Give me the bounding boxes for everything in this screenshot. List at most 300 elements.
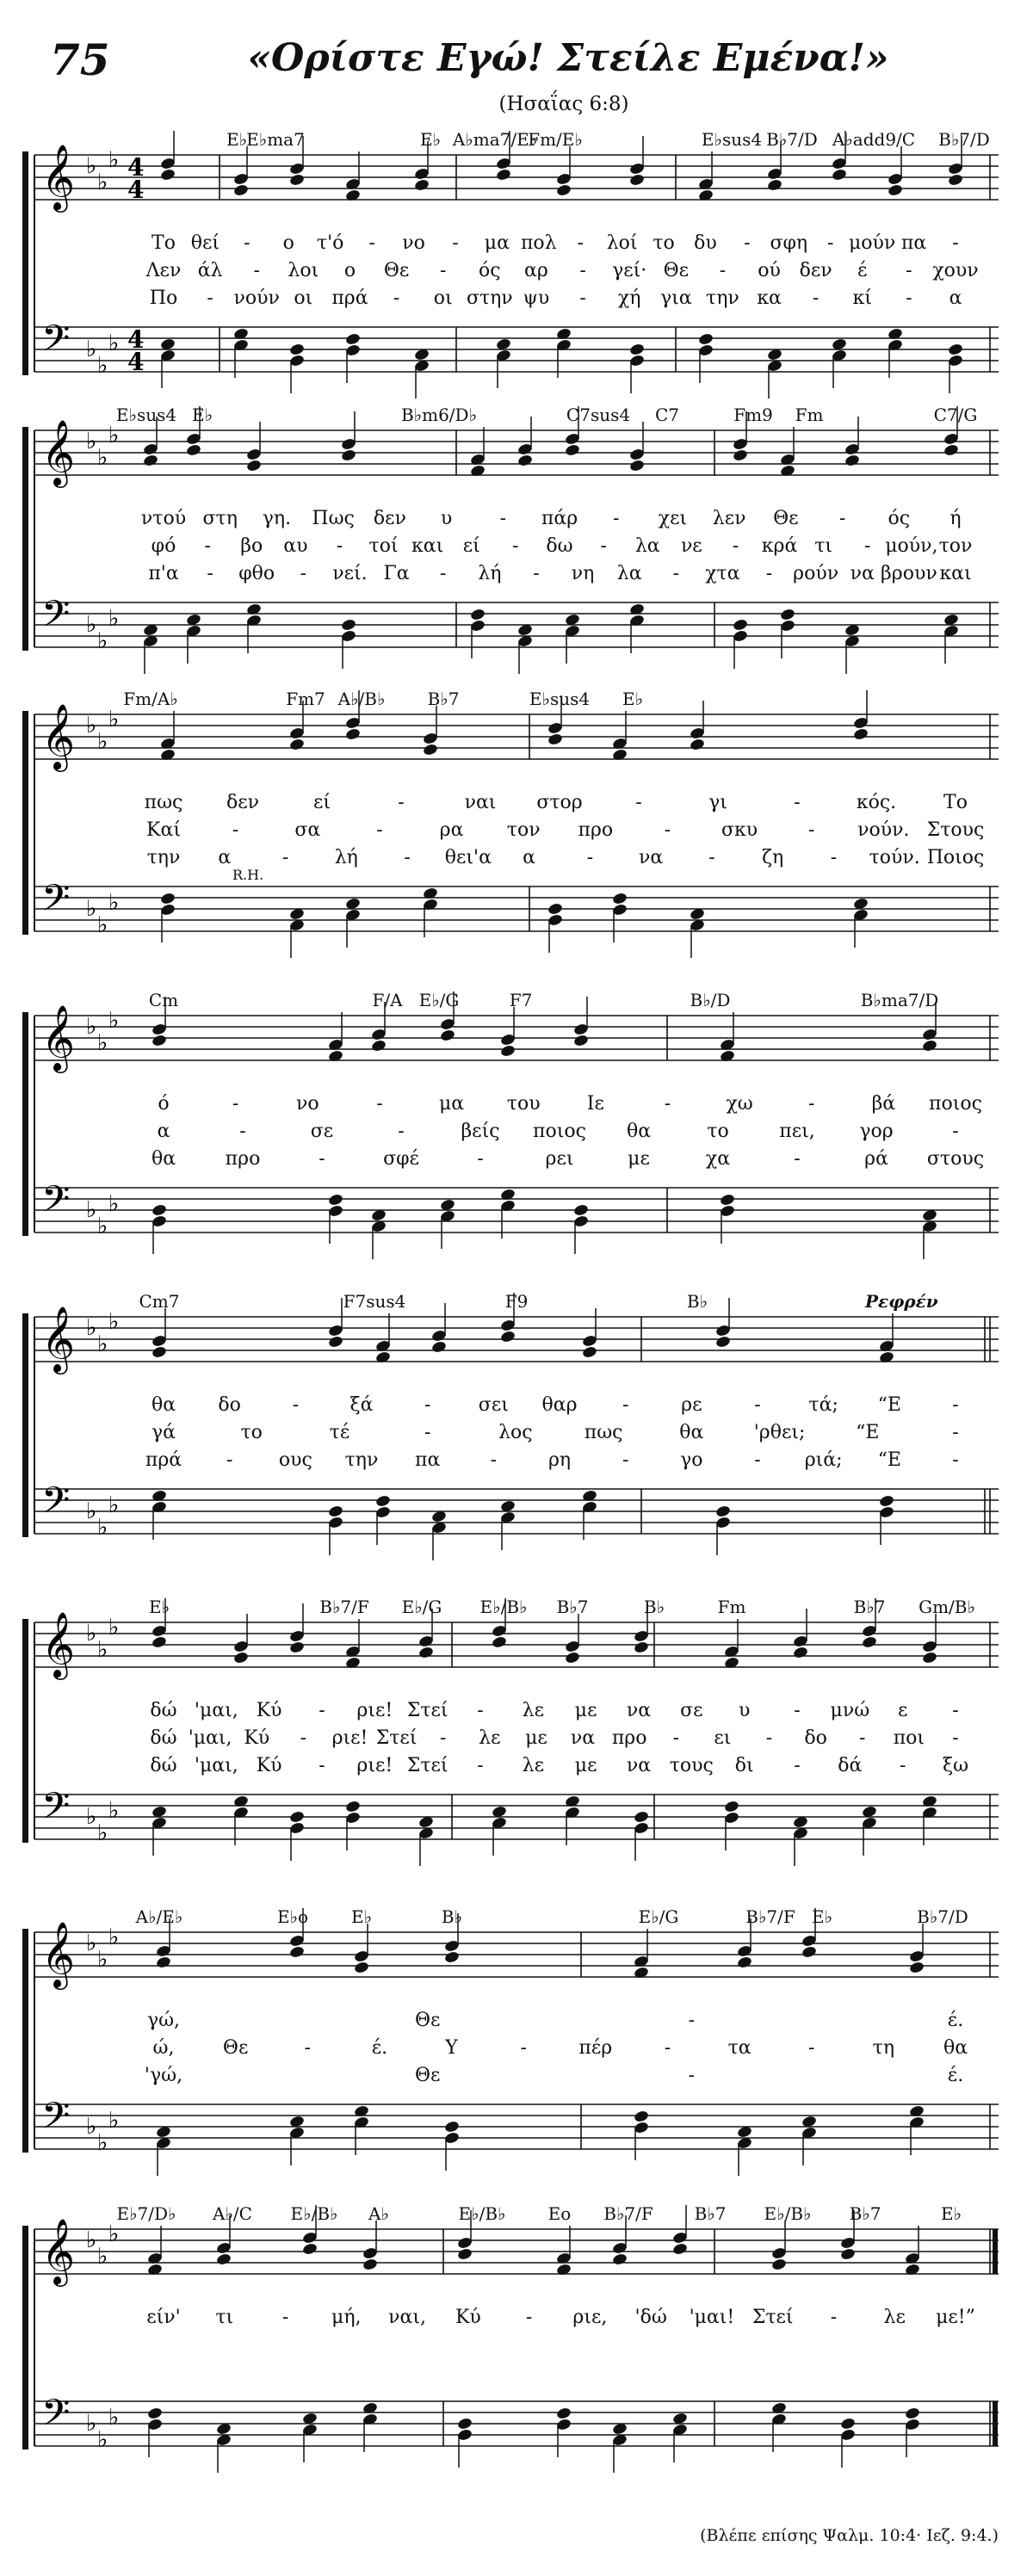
note-head (152, 1345, 168, 1359)
lyric-syllable: ναι (464, 792, 497, 813)
key-flat-icon: ♭ (97, 1820, 108, 1846)
note-head (289, 173, 306, 187)
lyric-syllable: ο (282, 232, 294, 254)
key-flat-icon: ♭ (97, 729, 108, 755)
lyric-syllable: στην (466, 287, 513, 309)
note-head (629, 343, 646, 356)
lyric-syllable: - (398, 1121, 405, 1142)
note-head (143, 454, 159, 467)
chord-symbol: Fm (717, 1597, 746, 1617)
lyric-syllable: Το (943, 792, 968, 813)
lyric-syllable: τούν. (869, 847, 920, 868)
lyric-syllable: την (146, 847, 181, 868)
lyric-syllable: την (706, 287, 739, 309)
treble-clef-icon: 𝄞 (41, 419, 76, 485)
chord-symbol: E♭ (350, 1906, 373, 1927)
lyric-syllable: - (754, 1394, 761, 1416)
lyric-syllable: ε (897, 1700, 908, 1721)
lyric-syllable: μή, (331, 2307, 362, 2328)
lyric-syllable: ός (888, 508, 911, 529)
chord-symbol: B♭7/D (917, 1906, 968, 1927)
chord-symbol: E♭ (622, 689, 644, 709)
key-flat-icon: ♭ (108, 707, 120, 732)
lyric-syllable: Κύ (244, 1727, 270, 1749)
note-head (780, 608, 796, 621)
lyric-syllable: στορ (536, 792, 583, 813)
lyric-syllable: - (765, 563, 773, 584)
lyric-syllable: ριε! (331, 1727, 368, 1749)
time-signature: 4 (127, 153, 145, 182)
lyric-syllable: σε (680, 1700, 703, 1721)
chord-symbol: A♭add9/C (832, 129, 916, 150)
chord-symbol: B♭7 (849, 2203, 881, 2224)
lyric-syllable: Ιε (586, 1093, 604, 1115)
lyric-syllable: νούν (233, 287, 280, 309)
lyric-syllable: αρ (524, 260, 548, 281)
lyric-syllable: ξω (942, 1755, 969, 1776)
lyric-syllable: ψυ (523, 287, 550, 309)
lyric-syllable: λε (479, 1727, 501, 1749)
chord-symbol: B♭7/F (603, 2203, 653, 2224)
lyric-syllable: μα (438, 1093, 465, 1115)
music-system-6 (0, 1597, 1033, 1872)
lyric-syllable: ριε! (356, 1700, 393, 1721)
key-flat-icon: ♭ (86, 2114, 97, 2140)
lyric-syllable: χω (726, 1093, 753, 1115)
key-flat-icon: ♭ (108, 2405, 120, 2431)
lyric-syllable: - (393, 287, 400, 309)
note-head (634, 1640, 650, 1654)
lyric-syllable: - (376, 1093, 383, 1115)
lyric-syllable: με (525, 1727, 547, 1749)
note-head (733, 618, 749, 632)
lyric-syllable: λε (522, 1700, 544, 1721)
lyric-syllable: εί (462, 535, 480, 557)
key-flat-icon: ♭ (108, 1309, 120, 1335)
lyric-syllable: - (827, 232, 834, 254)
lyric-syllable: - (794, 1700, 801, 1721)
lyric-syllable: - (754, 1449, 761, 1471)
note-head (440, 1029, 456, 1042)
chord-symbol: B♭7/D (938, 129, 990, 150)
lyric-syllable: ή (949, 508, 962, 529)
lyric-syllable: α (523, 847, 536, 868)
lyric-syllable: - (830, 847, 838, 868)
note-head (444, 1950, 461, 1964)
chord-symbol: E♭/B♭ (764, 2203, 812, 2224)
note-head (724, 1800, 740, 1813)
chord-symbol: F/A (372, 990, 403, 1010)
chord-symbol: A♭/B♭ (337, 689, 386, 709)
music-system-1 (0, 129, 1033, 405)
lyric-syllable: τους (669, 1755, 714, 1776)
chord-symbol: B♭/D (690, 990, 731, 1010)
note-head (801, 1945, 818, 1959)
lyric-syllable: - (622, 1449, 629, 1471)
note-head (328, 1193, 344, 1207)
lyric-syllable: ο (343, 260, 356, 281)
lyric-syllable: πάρ (541, 508, 578, 529)
treble-clef-icon: 𝄞 (41, 1921, 76, 1987)
lyric-syllable: θεί (190, 232, 220, 254)
lyric-syllable: μούν, (885, 535, 938, 557)
chord-symbol: E♭7/D♭ (116, 2203, 176, 2224)
chord-symbol: E♭ (191, 405, 213, 425)
chord-symbol: Fm9 (733, 405, 773, 425)
lyric-syllable: υ (440, 508, 453, 529)
lyric-syllable: λή (478, 563, 502, 584)
key-flat-icon: ♭ (108, 1798, 120, 1824)
note-head (233, 183, 250, 197)
time-signature: 4 (127, 348, 145, 376)
lyric-syllable: δώ (150, 1755, 177, 1776)
lyric-syllable: στους (926, 1148, 985, 1170)
treble-clef-icon: 𝄞 (41, 1306, 76, 1372)
lyric-syllable: ποιος (929, 1093, 982, 1115)
note-head (612, 2252, 628, 2266)
lyric-syllable: θα (151, 1394, 176, 1416)
lyric-syllable: την (344, 1449, 379, 1471)
note-head (152, 1034, 168, 1047)
bass-clef-icon: 𝄢 (41, 593, 71, 645)
lyric-syllable: - (520, 2037, 527, 2059)
lyric-syllable: οι (433, 287, 453, 309)
chord-symbol: Cm (148, 990, 179, 1010)
lyric-syllable: πως (584, 1422, 623, 1443)
note-head (444, 2120, 461, 2134)
lyric-syllable: - (952, 1422, 959, 1443)
lyric-syllable: δεν (799, 260, 832, 281)
note-head (565, 1651, 581, 1665)
lyric-syllable: μούν (849, 232, 896, 254)
note-head (853, 727, 869, 741)
lyric-syllable: γη. (262, 508, 292, 529)
key-flat-icon: ♭ (97, 1947, 108, 1973)
lyric-syllable: ποιος (533, 1121, 586, 1142)
note-head (556, 183, 572, 197)
lyric-syllable: - (239, 1121, 246, 1142)
lyric-syllable: προ (578, 819, 614, 841)
lyric-syllable: - (281, 2307, 289, 2328)
lyric-syllable: το (240, 1422, 263, 1443)
note-head (289, 343, 306, 356)
chord-symbol: Gm/B♭ (919, 1597, 975, 1617)
lyric-syllable: λα (616, 563, 642, 584)
chord-symbol: E♭/B♭ (290, 2203, 338, 2224)
note-head (470, 608, 486, 621)
key-flat-icon: ♭ (108, 606, 120, 632)
lyric-syllable: Θε (383, 260, 410, 281)
lyric-syllable: “Ε (856, 1422, 880, 1443)
lyric-syllable: δυ (694, 232, 717, 254)
note-head (423, 743, 439, 757)
lyric-syllable: Θε (414, 2010, 441, 2031)
note-head (771, 2258, 788, 2271)
note-head (582, 1345, 598, 1359)
note-head (612, 892, 628, 905)
lyric-syllable: - (672, 1727, 679, 1749)
chord-symbol: B♭7 (427, 689, 460, 709)
note-head (840, 2417, 857, 2431)
lyric-syllable: - (612, 508, 620, 529)
lyric-syllable: - (577, 232, 584, 254)
lyric-syllable: γορ (859, 1121, 894, 1142)
key-flat-icon: ♭ (86, 1197, 97, 1223)
key-flat-icon: ♭ (108, 147, 120, 173)
key-flat-icon: ♭ (97, 353, 108, 379)
lyric-syllable: αυ (283, 535, 308, 557)
key-flat-icon: ♭ (97, 1515, 108, 1541)
lyric-syllable: να (626, 1700, 652, 1721)
lyric-syllable: χτα (705, 563, 740, 584)
lyric-syllable: - (688, 2010, 696, 2031)
lyric-syllable: θα (151, 1148, 176, 1170)
bass-clef-icon: 𝄢 (41, 1178, 71, 1230)
lyric-syllable: κός. (856, 792, 897, 813)
lyric-syllable: λος (498, 1422, 533, 1443)
lyric-syllable: Κύ (256, 1755, 282, 1776)
key-flat-icon: ♭ (86, 896, 97, 922)
lyric-syllable: Πως (312, 508, 355, 529)
lyric-syllable: - (600, 535, 607, 557)
lyric-syllable: σε (310, 1121, 334, 1142)
bass-clef-icon: 𝄢 (41, 2095, 71, 2147)
lyric-syllable: θαρ (541, 1394, 578, 1416)
lyric-syllable: - (808, 2037, 815, 2059)
chord-symbol: E♭/B♭ (479, 1597, 528, 1617)
key-flat-icon: ♭ (97, 912, 108, 938)
note-head (888, 183, 904, 197)
hymn-number: 75 (50, 34, 110, 85)
lyric-syllable: ρούν (793, 563, 839, 584)
lyric-syllable: να (626, 1755, 652, 1776)
lyric-syllable: τι (215, 2307, 234, 2328)
lyric-syllable: πα (900, 232, 927, 254)
lyric-syllable: με (574, 1700, 597, 1721)
lyric-syllable: θα (943, 2037, 968, 2059)
lyric-syllable: μα (484, 232, 510, 254)
key-flat-icon: ♭ (108, 423, 120, 448)
chord-symbol: E♭sus4 (115, 405, 177, 425)
lyric-syllable: Υ (445, 2037, 458, 2059)
lyric-syllable: - (244, 232, 251, 254)
lyric-syllable: γώ, (146, 2010, 181, 2031)
bass-clef-icon: 𝄢 (41, 2392, 71, 2443)
lyric-syllable: ει (714, 1727, 732, 1749)
note-head (147, 2406, 164, 2420)
lyric-syllable: άλ (197, 260, 223, 281)
note-head (152, 1635, 168, 1649)
lyric-syllable: έ (857, 260, 868, 281)
lyric-syllable: νο (295, 1093, 319, 1115)
footnote: (Βλέπε επίσης Ψαλμ. 10:4· Ιεζ. 9:4.) (700, 2526, 999, 2545)
chord-symbol: B♭7 (556, 1597, 589, 1617)
lyric-syllable: τοί (368, 535, 399, 557)
lyric-syllable: - (207, 563, 213, 584)
note-head (289, 738, 306, 751)
note-head (345, 1800, 362, 1813)
lyric-syllable: υ (738, 1700, 751, 1721)
lyric-syllable: στη (202, 508, 238, 529)
lyric-syllable: προ (225, 1148, 261, 1170)
note-head (720, 1193, 736, 1207)
note-head (328, 1504, 344, 1518)
lyric-syllable: ους (278, 1449, 312, 1471)
lyric-syllable: - (319, 1755, 325, 1776)
lyric-syllable: δο (804, 1727, 827, 1749)
note-head (500, 1330, 516, 1344)
chord-symbol: E♭ma7 (246, 129, 305, 150)
lyric-syllable: Πο (149, 287, 178, 309)
note-head (246, 459, 263, 473)
lyric-syllable: Καί (146, 819, 181, 841)
key-flat-icon: ♭ (108, 1492, 120, 1518)
chord-symbol: A♭ma7/E♭ (452, 129, 538, 150)
lyric-syllable: δο (218, 1394, 241, 1416)
chord-symbol: F7 (509, 990, 533, 1010)
key-flat-icon: ♭ (108, 1008, 120, 1034)
lyric-syllable: - (864, 535, 871, 557)
staff-lines (0, 2203, 1033, 2479)
lyric-syllable: Λεν (145, 260, 182, 281)
note-head (737, 1955, 753, 1969)
note-head (948, 173, 964, 187)
lyric-syllable: “Ε (877, 1449, 901, 1471)
note-head (715, 1504, 732, 1518)
note-head (948, 343, 964, 356)
lyric-syllable: - (586, 847, 594, 868)
bass-clef-icon: 𝄢 (41, 318, 71, 369)
lyric-syllable: Θε (773, 508, 799, 529)
lyric-syllable: τη (872, 2037, 895, 2059)
lyric-syllable: το (707, 1121, 729, 1142)
lyric-syllable: - (253, 260, 260, 281)
lyric-syllable: χα (705, 1148, 731, 1170)
lyric-syllable: χουν (932, 260, 979, 281)
lyric-syllable: Στους (926, 819, 985, 841)
lyric-syllable: τ'ό (316, 232, 344, 254)
key-flat-icon: ♭ (97, 1331, 108, 1357)
lyric-syllable: - (424, 1422, 431, 1443)
note-head (634, 2110, 650, 2123)
lyric-syllable: δω (546, 535, 573, 557)
lyric-syllable: ριά; (804, 1449, 843, 1471)
lyric-syllable: - (952, 1700, 959, 1721)
lyric-syllable: πρά (145, 1449, 182, 1471)
key-flat-icon: ♭ (97, 1637, 108, 1663)
lyric-syllable: φθο (238, 563, 275, 584)
note-head (629, 173, 646, 187)
music-system-8 (0, 2203, 1033, 2479)
lyric-syllable: - (952, 1394, 959, 1416)
note-head (341, 448, 357, 462)
chord-symbol: Fm/A♭ (123, 689, 178, 709)
lyric-syllable: ρε (681, 1394, 702, 1416)
lyric-syllable: λεν (712, 508, 746, 529)
note-head (216, 2252, 232, 2266)
lyric-syllable: ξά (349, 1394, 374, 1416)
lyric-syllable: - (499, 508, 506, 529)
chord-symbol: E♭sus4 (529, 689, 591, 709)
lyric-syllable: - (952, 232, 959, 254)
note-head (767, 178, 783, 192)
lyric-syllable: - (439, 1727, 447, 1749)
chord-symbol: E♭ (419, 129, 442, 150)
chord-symbol: E♭/B♭ (458, 2203, 506, 2224)
lyric-syllable: - (952, 1449, 959, 1471)
chord-symbol: E♭o (276, 1906, 309, 1927)
lyric-syllable: δώ (150, 1727, 177, 1749)
note-head (345, 332, 362, 346)
music-system-4 (0, 990, 1033, 1265)
lyric-syllable: ντού (140, 508, 187, 529)
key-flat-icon: ♭ (108, 1924, 120, 1950)
note-head (156, 1955, 172, 1969)
lyric-syllable: πως (144, 792, 183, 813)
note-head (492, 1635, 508, 1649)
note-head (634, 1810, 650, 1824)
lyric-syllable: Θε (222, 2037, 249, 2059)
lyric-syllable: - (664, 819, 671, 841)
note-head (905, 2406, 921, 2420)
lyric-syllable: Γα (383, 563, 410, 584)
key-flat-icon: ♭ (86, 1014, 97, 1040)
key-flat-icon: ♭ (86, 713, 97, 738)
lyric-syllable: - (688, 2065, 696, 2086)
lyric-syllable: σει (478, 1394, 509, 1416)
note-head (943, 443, 960, 457)
lyric-syllable: έ. (947, 2010, 964, 2031)
chord-symbol: E♭ (811, 1906, 833, 1927)
lyric-syllable: βο (240, 535, 263, 557)
lyric-syllable: οι (294, 287, 313, 309)
lyric-syllable: πρά (331, 287, 368, 309)
note-head (547, 902, 564, 916)
lyric-syllable: - (376, 819, 383, 841)
lyric-syllable: Κύ (256, 1700, 282, 1721)
chord-symbol: B♭7/F (319, 1597, 369, 1617)
lyric-syllable: - (525, 2307, 533, 2328)
music-system-3 (0, 689, 1033, 964)
lyric-syllable: α (157, 1121, 170, 1142)
lyric-syllable: - (635, 792, 642, 813)
note-head (289, 1640, 306, 1654)
chord-symbol: B♭7/D (766, 129, 818, 150)
lyric-syllable: Ποιος (926, 847, 985, 868)
lyric-syllable: ποι (893, 1727, 925, 1749)
lyric-syllable: - (512, 535, 519, 557)
note-head (556, 2406, 572, 2420)
lyric-syllable: 'μαι, (194, 1755, 238, 1776)
lyric-syllable: λε (522, 1755, 544, 1776)
lyric-syllable: ναι, (388, 2307, 426, 2328)
lyric-syllable: ώ, (152, 2037, 175, 2059)
lyric-syllable: - (664, 1093, 671, 1115)
key-flat-icon: ♭ (86, 2411, 97, 2437)
lyric-syllable: 'ρθει; (753, 1422, 806, 1443)
lyric-syllable: τον (938, 535, 973, 557)
lyric-syllable: σφη (770, 232, 808, 254)
lyric-syllable: - (490, 1449, 498, 1471)
bass-clef-icon: 𝄢 (41, 1480, 71, 1531)
lyric-syllable: - (719, 260, 727, 281)
lyric-syllable: - (300, 1727, 307, 1749)
key-flat-icon: ♭ (97, 2244, 108, 2270)
lyric-syllable: - (232, 819, 239, 841)
lyric-syllable: - (899, 1755, 906, 1776)
lyric-syllable: του (506, 1093, 541, 1115)
note-head (517, 454, 534, 467)
